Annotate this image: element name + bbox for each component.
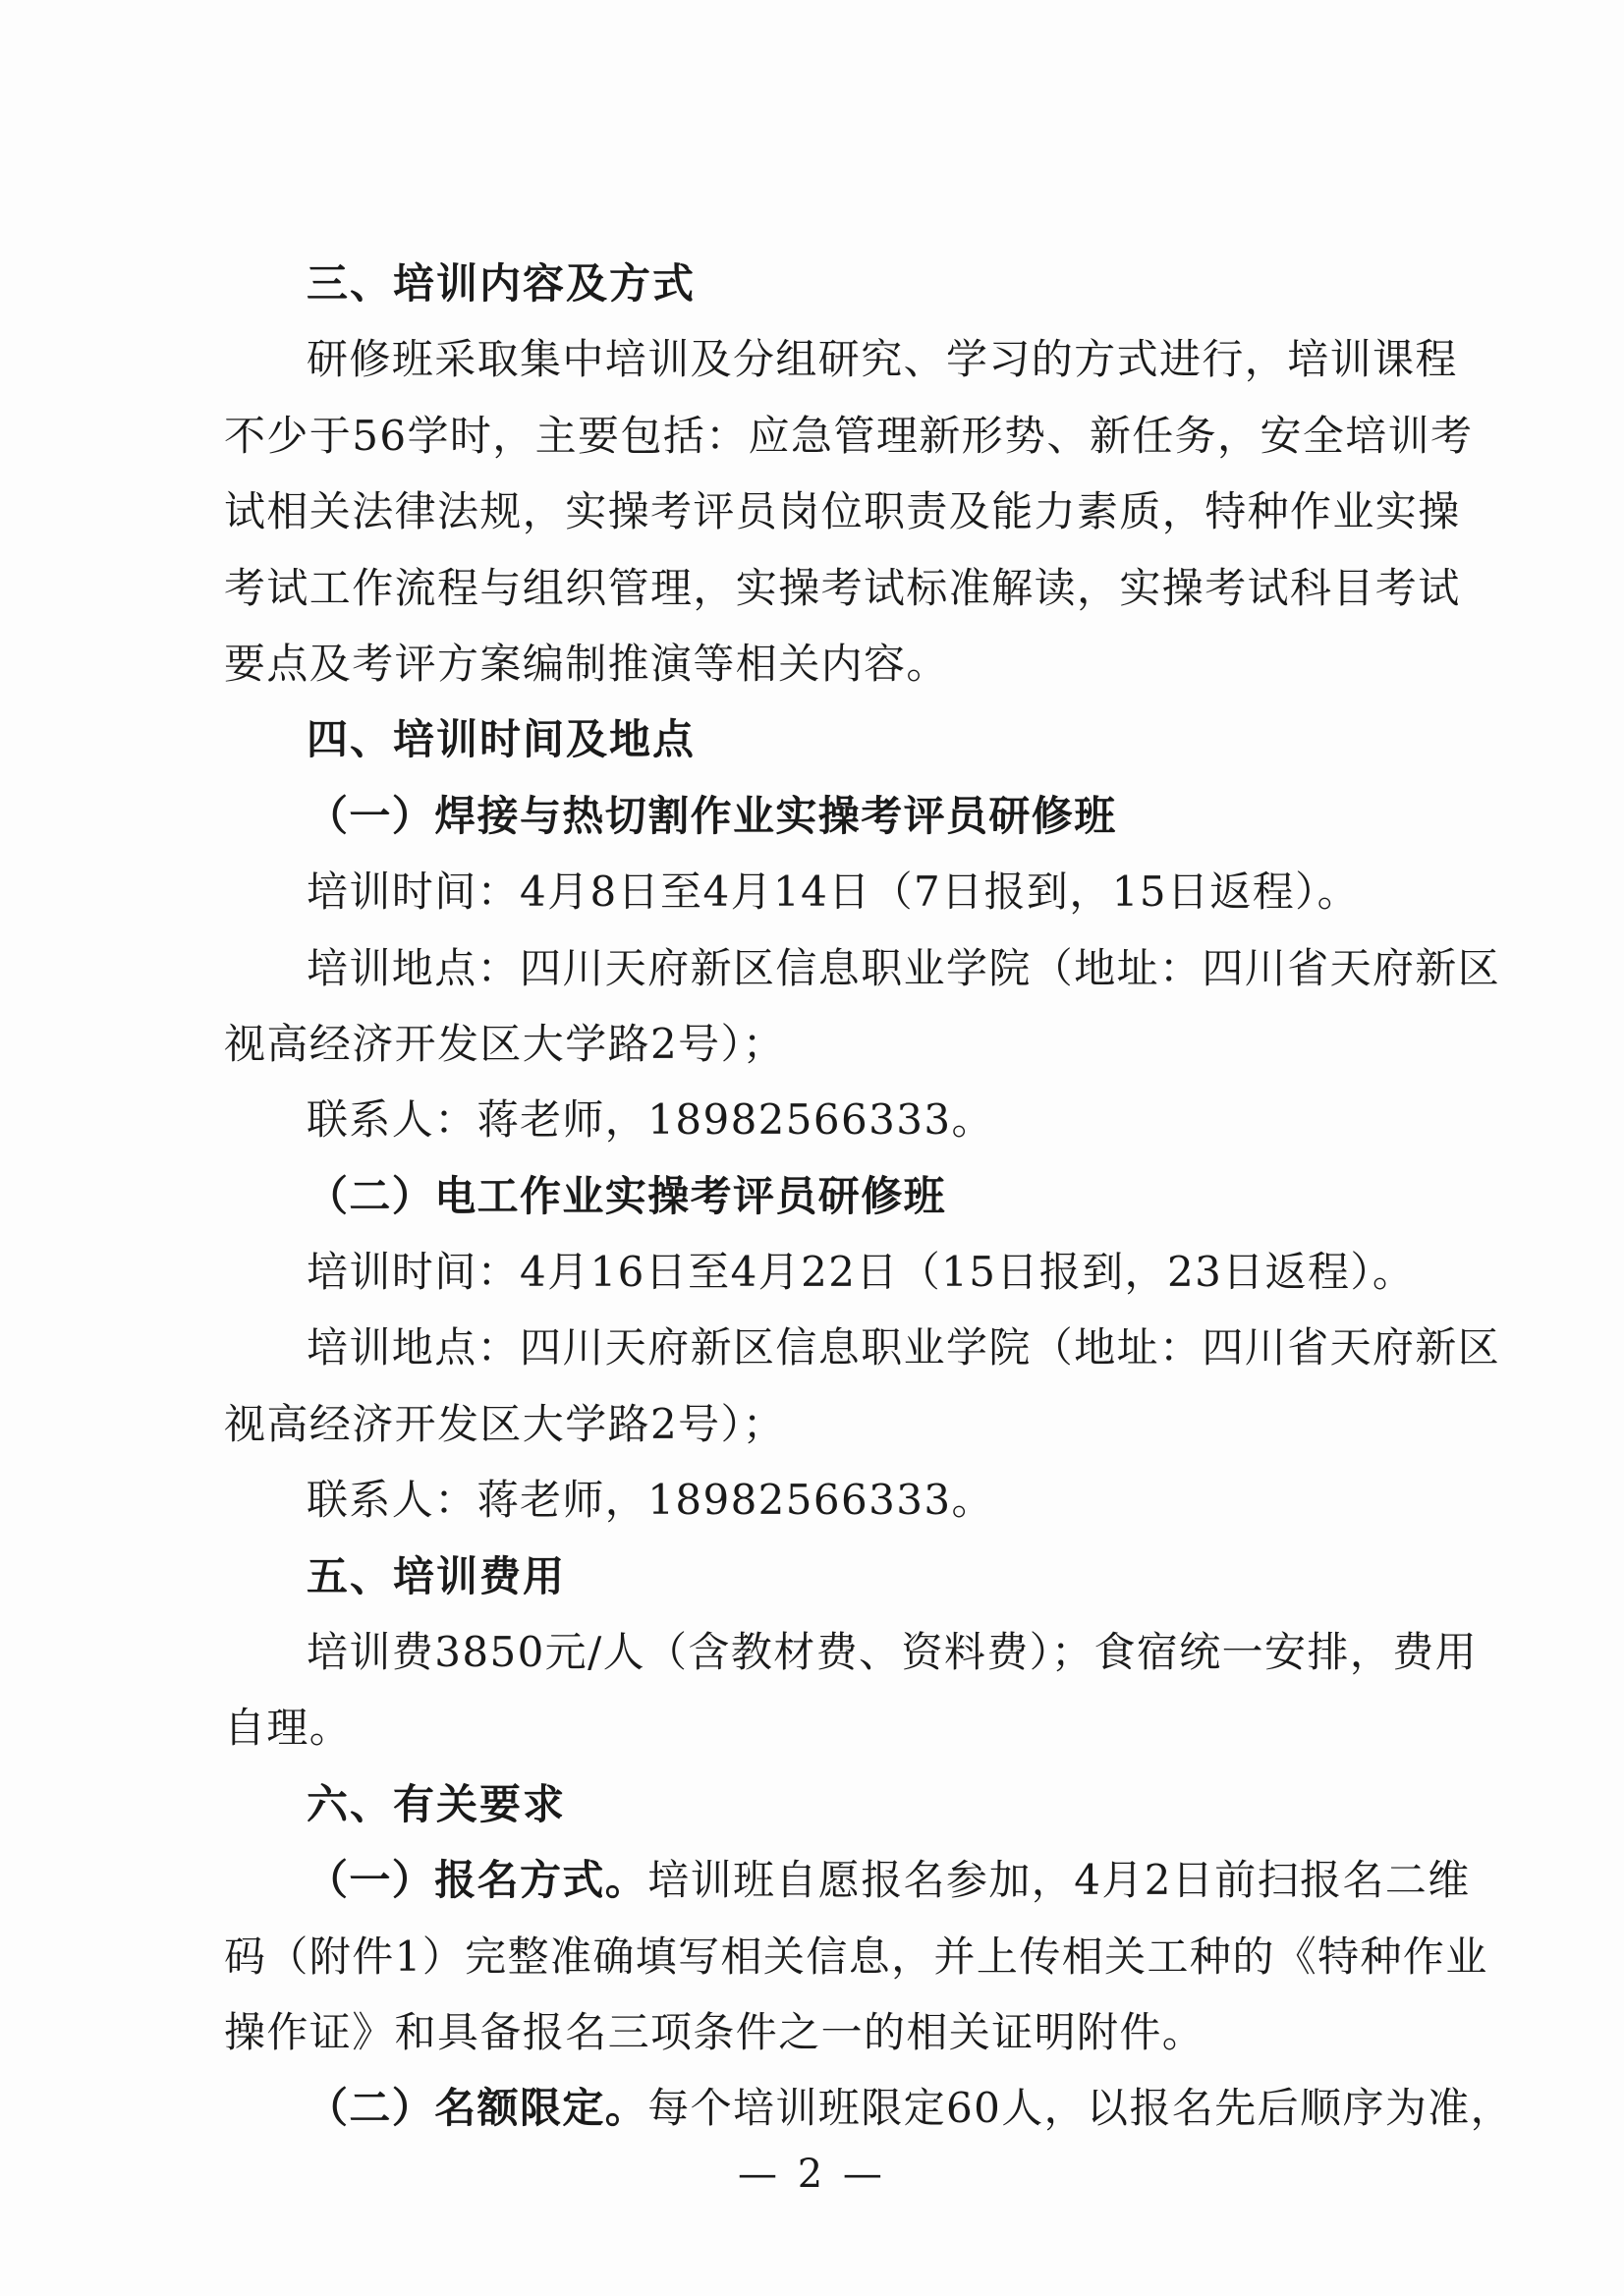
- training-place-line: 视高经济开发区大学路2号）；: [224, 1019, 786, 1068]
- section-heading-requirements: 六、有关要求: [307, 1779, 567, 1828]
- section-heading-time-place: 四、培训时间及地点: [307, 715, 697, 764]
- paragraph-line: 不少于56学时，主要包括：应急管理新形势、新任务，安全培训考: [224, 411, 1474, 460]
- paragraph-line: 要点及考评方案编制推演等相关内容。: [224, 639, 949, 688]
- requirement-item-registration: [224, 1842, 1471, 1918]
- training-place-line: 培训地点：四川天府新区信息职业学院（地址：四川省天府新区: [307, 943, 1501, 992]
- requirement-label: （一）报名方式。: [307, 1856, 648, 1905]
- section-heading-fees: 五、培训费用: [307, 1551, 567, 1600]
- requirement-text: 每个培训班限定60人，以报名先后顺序为准，: [647, 2084, 1514, 2133]
- paragraph-line: 试相关法律法规，实操考评员岗位职责及能力素质，特种作业实操: [224, 487, 1461, 536]
- requirement-label: （二）名额限定。: [307, 2084, 648, 2133]
- paragraph-line: 考试工作流程与组织管理，实操考试标准解读，实操考试科目考试: [224, 563, 1461, 612]
- training-place-line: 视高经济开发区大学路2号）；: [224, 1399, 786, 1448]
- paragraph-line: 自理。: [224, 1704, 353, 1753]
- subsection-title-welding-class: （一）焊接与热切割作业实操考评员研修班: [307, 791, 1117, 840]
- page-number: — 2 —: [738, 2152, 886, 2197]
- paragraph-line: 研修班采取集中培训及分组研究、学习的方式进行，培训课程: [307, 335, 1458, 384]
- paragraph-line: 码（附件1）完整准确填写相关信息，并上传相关工种的《特种作业: [224, 1932, 1488, 1981]
- contact-line: 联系人：蒋老师，18982566333。: [307, 1095, 994, 1145]
- paragraph-line: 操作证》和具备报名三项条件之一的相关证明附件。: [224, 2007, 1205, 2056]
- requirement-text: 培训班自愿报名参加，4月2日前扫报名二维: [647, 1856, 1471, 1905]
- document-body: [224, 246, 1514, 2147]
- training-time-line: 培训时间：4月16日至4月22日（15日报到，23日返程）。: [307, 1248, 1416, 1297]
- training-time-line: 培训时间：4月8日至4月14日（7日报到，15日返程）。: [307, 868, 1360, 917]
- section-heading-training-content: 三、培训内容及方式: [307, 259, 697, 308]
- contact-line: 联系人：蒋老师，18982566333。: [307, 1476, 994, 1525]
- requirement-item-quota: [224, 2070, 1514, 2146]
- subsection-title-electrician-class: （二）电工作业实操考评员研修班: [307, 1171, 947, 1220]
- training-place-line: 培训地点：四川天府新区信息职业学院（地址：四川省天府新区: [307, 1323, 1501, 1372]
- paragraph-line: 培训费3850元/人（含教材费、资料费）；食宿统一安排，费用: [307, 1628, 1479, 1677]
